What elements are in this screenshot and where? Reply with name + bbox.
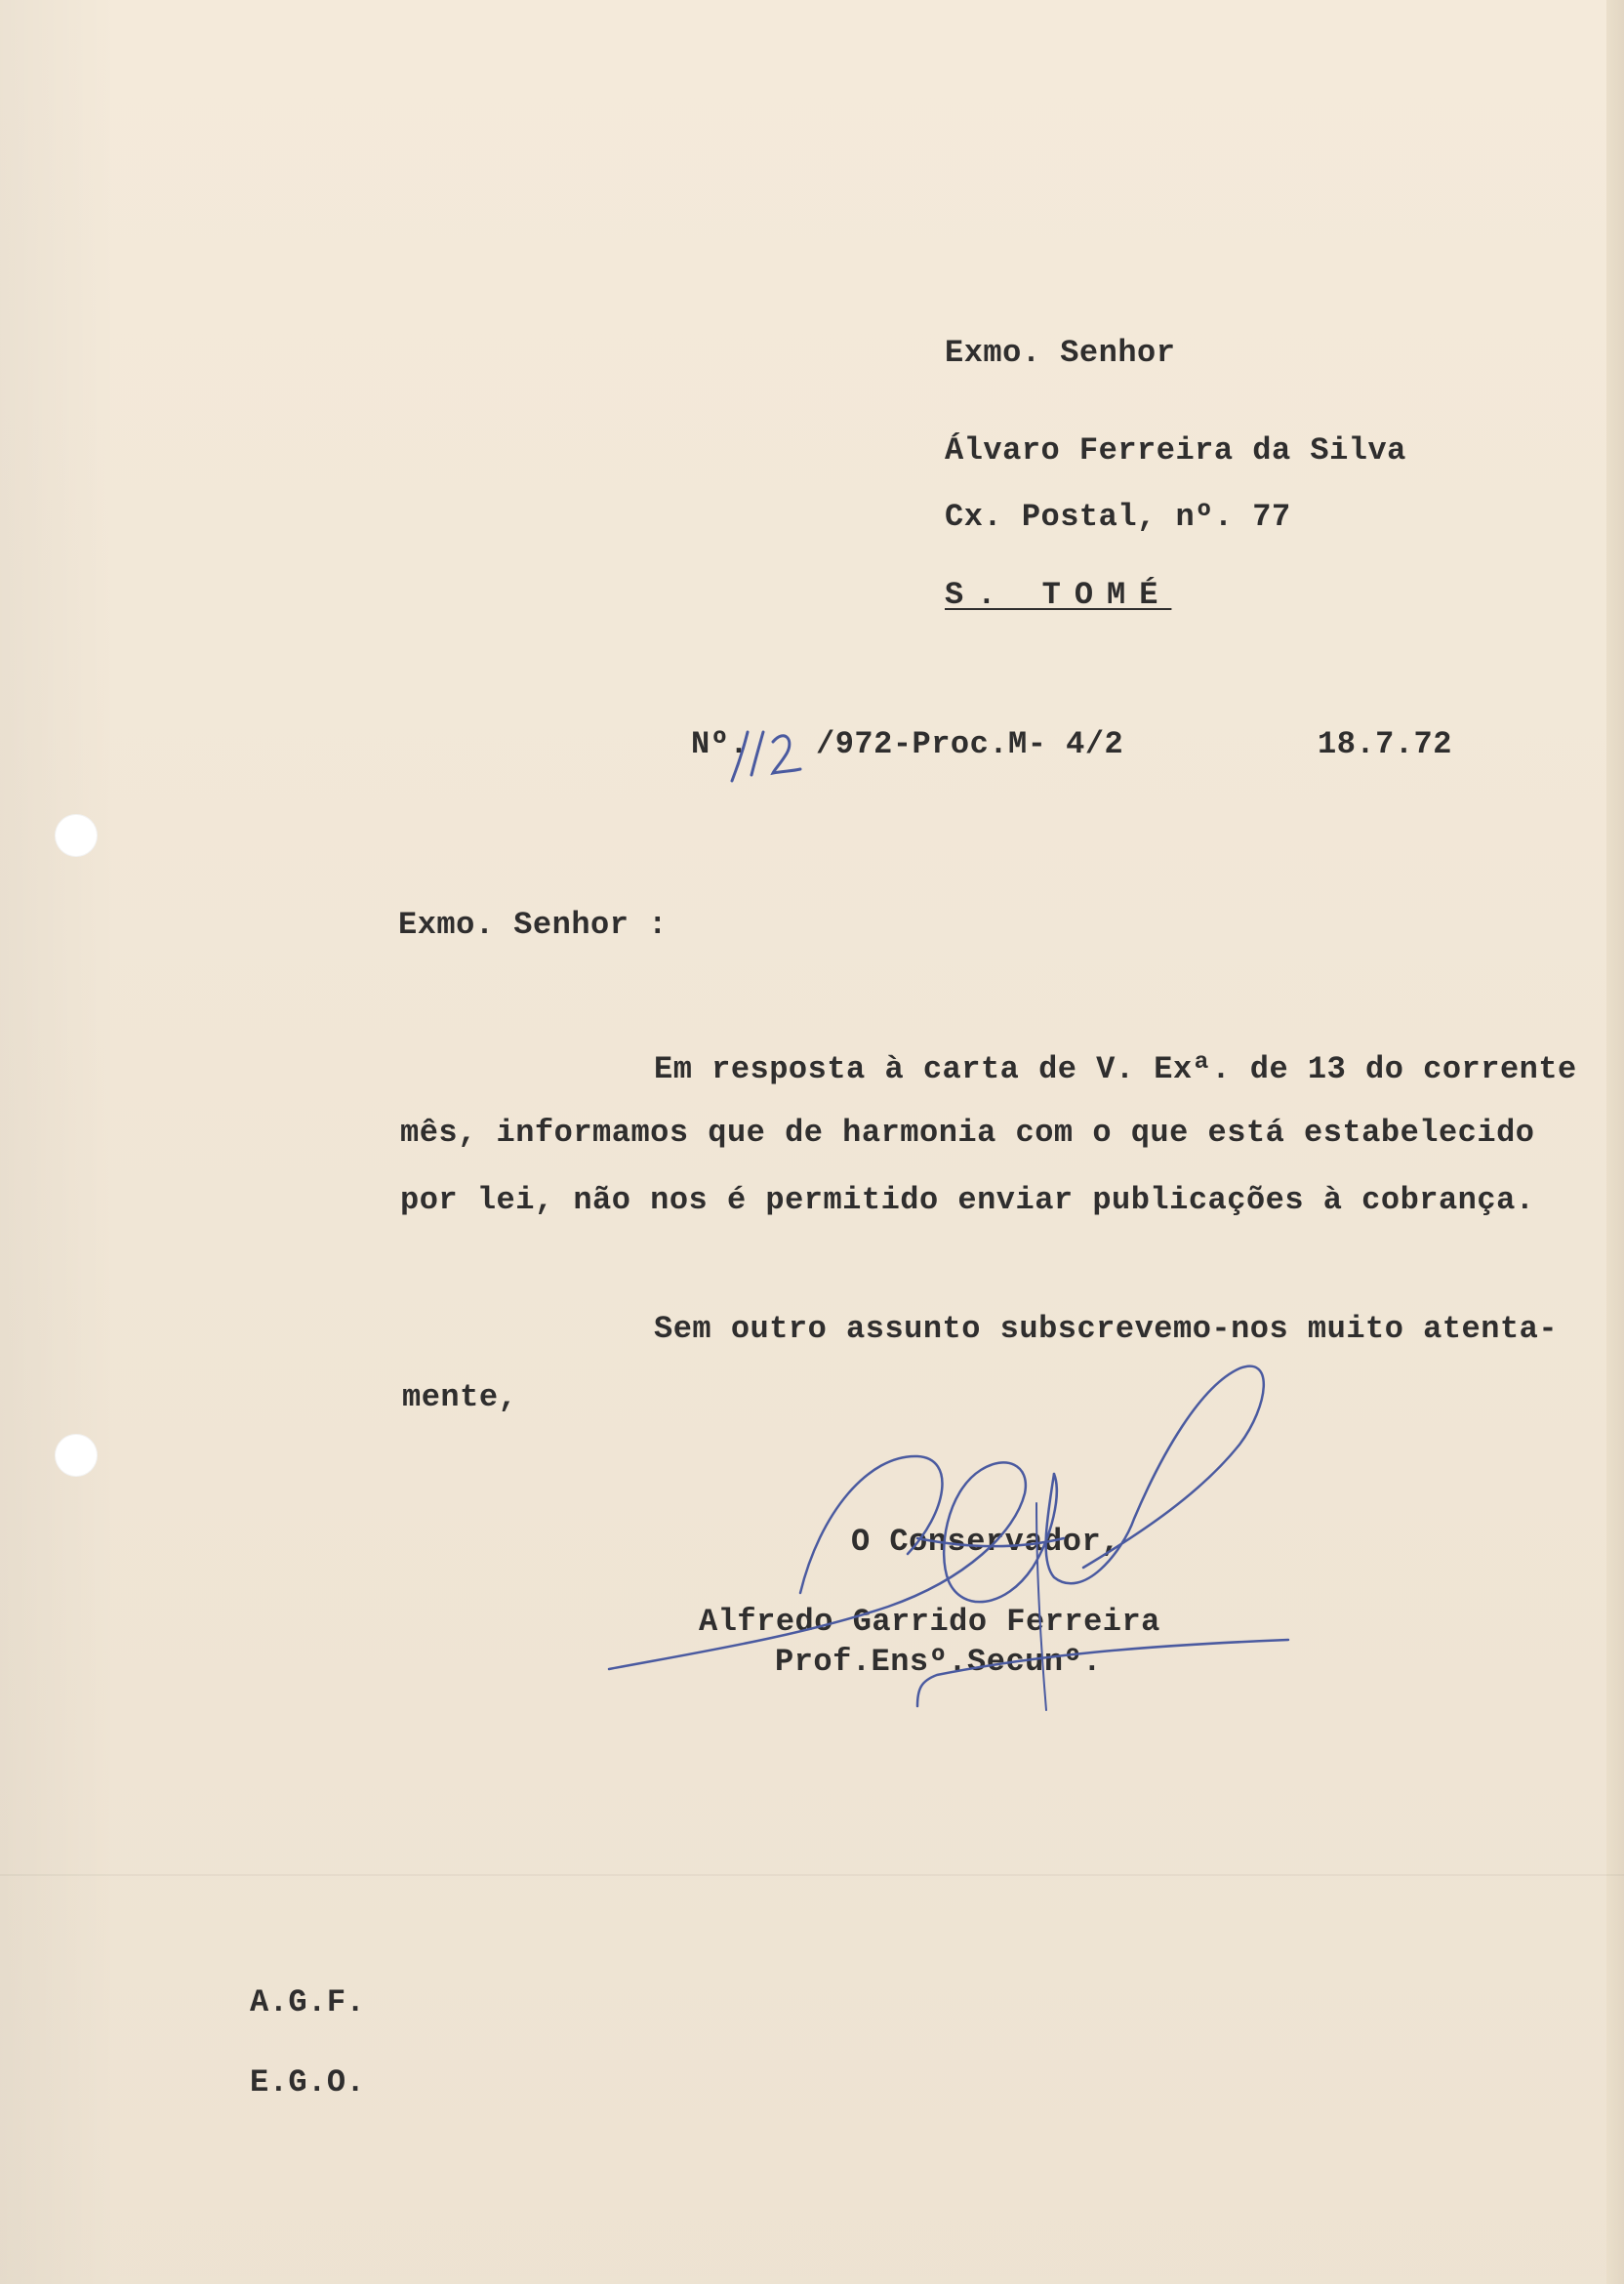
- body-line-3: por lei, não nos é permitido enviar publicações à cobrança.: [400, 1182, 1535, 1218]
- body-line-1: Em resposta à carta de V. Exª. de 13 do corrente: [654, 1051, 1577, 1087]
- body-line-2: mês, informamos que de harmonia com o que está estabelecido: [400, 1115, 1535, 1151]
- punch-hole-upper: [55, 814, 98, 857]
- letter-date: 18.7.72: [1318, 726, 1452, 762]
- body-line-5: mente,: [402, 1379, 518, 1415]
- initials-line-1: A.G.F.: [250, 1984, 366, 2020]
- signatory-name: Alfredo Garrido Ferreira: [699, 1604, 1160, 1640]
- handwritten-reference-number: [730, 724, 804, 785]
- signatory-title: Prof.Ensº.Secunº.: [775, 1644, 1102, 1680]
- recipient-city: S. TOMÉ: [945, 577, 1172, 613]
- greeting: Exmo. Senhor :: [398, 907, 668, 943]
- punch-hole-lower: [55, 1434, 98, 1477]
- recipient-name: Álvaro Ferreira da Silva: [945, 432, 1406, 469]
- body-line-4: Sem outro assunto subscrevemo-nos muito atenta-: [654, 1311, 1559, 1347]
- reference-prefix: Nº.: [691, 726, 750, 762]
- reference-suffix: /972-Proc.M- 4/2: [816, 726, 1124, 762]
- recipient-salutation: Exmo. Senhor: [945, 335, 1176, 371]
- recipient-address: Cx. Postal, nº. 77: [945, 499, 1291, 535]
- signatory-role: O Conservador,: [851, 1524, 1120, 1560]
- handwritten-signature: [595, 1347, 1298, 1718]
- initials-line-2: E.G.O.: [250, 2064, 366, 2100]
- paper-fold: [0, 1874, 1624, 1876]
- paper-edge: [1606, 0, 1624, 2284]
